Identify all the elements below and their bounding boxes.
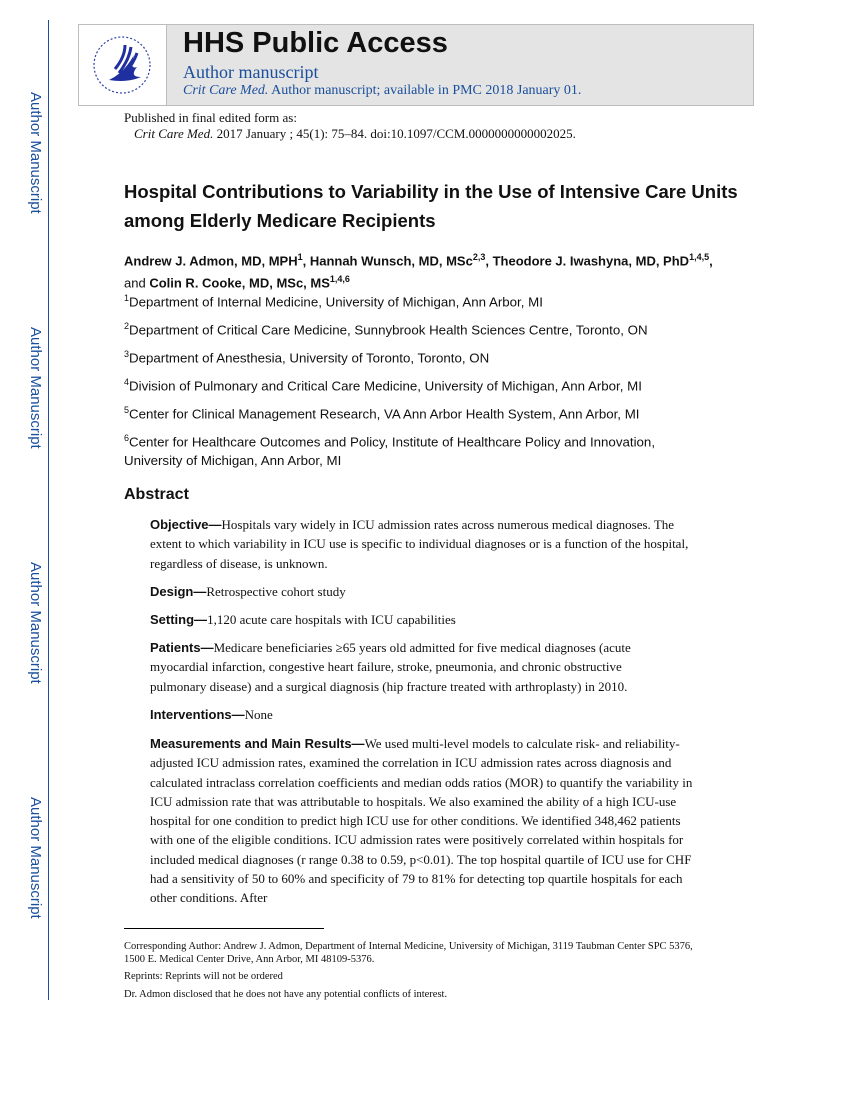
hhs-eagle-logo-icon bbox=[79, 25, 167, 105]
author-list: Andrew J. Admon, MD, MPH$^1$, Hannah Wunsch, MD, MSc$^{2,3}$, Theodore J. Iwashyna, MD, PhD$^{1,4,5}$, and Colin R. Cooke, MD, MSc, MS$^{1,4,6}$ bbox=[124, 252, 713, 291]
section-label: Setting— bbox=[150, 612, 208, 627]
sidebar-label bbox=[24, 92, 48, 252]
section-text: Retrospective cohort study bbox=[206, 584, 346, 599]
author-name: Andrew J. Admon, MD, MPH bbox=[124, 253, 298, 269]
section-label: Patients— bbox=[150, 640, 214, 655]
sidebar-label bbox=[24, 327, 48, 487]
affiliation-sup: 1 bbox=[124, 293, 130, 303]
availability-text: Author manuscript; available in PMC 2018 January 01. bbox=[268, 83, 582, 98]
affiliation-text: Department of Critical Care Medicine, Sunnybrook Health Sciences Centre, Toronto, ON bbox=[129, 322, 648, 338]
footnote-rule bbox=[124, 928, 324, 929]
affiliation bbox=[124, 401, 724, 423]
header-title: HHS Public Access bbox=[183, 27, 448, 59]
affiliation bbox=[124, 317, 724, 339]
abstract-design bbox=[150, 582, 705, 601]
author-conjunction: and bbox=[124, 275, 146, 291]
citation-text: 2017 January ; 45(1): 75–84. doi:10.1097/CCM.0000000000002025. bbox=[213, 126, 576, 141]
affiliation-text: Division of Pulmonary and Critical Care Medicine, University of Michigan, Ann Arbor, MI bbox=[129, 378, 642, 394]
sidebar-label-text: Author Manuscript bbox=[27, 797, 44, 919]
abstract-patients bbox=[150, 638, 670, 696]
affiliation-sup: 6 bbox=[124, 433, 130, 443]
abstract-objective bbox=[150, 515, 705, 573]
section-text: Hospitals vary widely in ICU admission rates across numerous medical diagnoses. The extent to which variability in ICU use is specific to individual diagnoses or is a function of the hospital, regardless of disease, is unknown. bbox=[150, 517, 689, 571]
affiliation-sup: 2 bbox=[124, 321, 130, 331]
abstract-setting bbox=[150, 610, 705, 629]
section-label: Interventions— bbox=[150, 707, 245, 722]
section-text: Medicare beneficiaries ≥65 years old admitted for five medical diagnoses (acute myocardial infarction, congestive heart failure, stroke, pneumonia, and chronic obstructive pulmonary disease) and a surgical diagnosis (hip fracture treated with arthroplasty) in 2010. bbox=[150, 640, 631, 694]
hhs-header bbox=[78, 24, 754, 106]
section-text: None bbox=[244, 707, 273, 722]
availability-line bbox=[183, 83, 581, 99]
footnote-reprints: Reprints: Reprints will not be ordered bbox=[124, 971, 283, 982]
section-text: We used multi-level models to calculate risk- and reliability-adjusted ICU admission rates, examined the correlation in ICU admission rates across diagnosis and calculated intraclass correlation coefficients and median odds ratios (MOR) to quantify the variability in ICU admission rate that was attributable to hospitals. We also examined the ability of a high ICU-use hospital for one condition to predict high ICU use for other conditions. We identified 348,462 patients with one of the eligible conditions. ICU admission rates were positively correlated within hospitals for included medical diagnoses (r range 0.38 to 0.59, p<0.01). The top hospital quartile of ICU use for CHF had a sensitivity of 50 to 60% and specificity of 79 to 81% for detecting top quartile hospitals for each other conditions. After bbox=[150, 736, 693, 906]
sidebar-label bbox=[24, 562, 48, 722]
affiliation-sup: 5 bbox=[124, 405, 130, 415]
abstract-interventions bbox=[150, 705, 705, 724]
abstract-results bbox=[150, 734, 705, 908]
affiliation bbox=[124, 345, 724, 367]
sidebar-label bbox=[24, 797, 48, 957]
author-sup: 1 bbox=[297, 252, 303, 262]
author-name: Colin R. Cooke, MD, MSc, MS bbox=[149, 275, 330, 291]
affiliation-text: Center for Clinical Management Research, VA Ann Arbor Health System, Ann Arbor, MI bbox=[129, 406, 640, 422]
journal-name: Crit Care Med. bbox=[183, 83, 269, 98]
abstract-heading: Abstract bbox=[124, 486, 189, 503]
author-sup: 1,4,6 bbox=[329, 274, 350, 285]
sidebar-rule bbox=[48, 20, 49, 1000]
author-name: Hannah Wunsch, MD, MSc bbox=[309, 253, 473, 269]
affiliation-sup: 3 bbox=[124, 349, 130, 359]
affiliation bbox=[124, 289, 724, 311]
header-subtitle: Author manuscript bbox=[183, 62, 319, 82]
affiliation-text: Center for Healthcare Outcomes and Policy, Institute of Healthcare Policy and Innovation, University of Michigan, Ann Arbor, MI bbox=[124, 434, 656, 469]
affiliation-sup: 4 bbox=[124, 377, 130, 387]
footnote-corresponding: Corresponding Author: Andrew J. Admon, Department of Internal Medicine, University of Michigan, 3119 Taubman Center SPC 5376, 1500 E. Medical Center Drive, Ann Arbor, MI 48109-5376. bbox=[124, 941, 693, 965]
affiliation-text: Department of Internal Medicine, University of Michigan, Ann Arbor, MI bbox=[129, 294, 543, 310]
citation-journal: Crit Care Med. bbox=[134, 126, 214, 141]
section-text: 1,120 acute care hospitals with ICU capabilities bbox=[207, 612, 456, 627]
article-title: Hospital Contributions to Variability in the Use of Intensive Care Units among Elderly Medicare Recipients bbox=[124, 181, 738, 231]
section-label: Design— bbox=[150, 584, 207, 599]
sidebar-label-text: Author Manuscript bbox=[27, 92, 44, 214]
sidebar-label-text: Author Manuscript bbox=[27, 327, 44, 449]
author-sup: 1,4,5 bbox=[689, 252, 710, 262]
author-name: Theodore J. Iwashyna, MD, PhD bbox=[492, 253, 690, 269]
sidebar-label-text: Author Manuscript bbox=[27, 562, 44, 684]
section-label: Measurements and Main Results— bbox=[150, 736, 365, 751]
citation bbox=[134, 126, 576, 142]
footnote-conflicts: Dr. Admon disclosed that he does not have any potential conflicts of interest. bbox=[124, 989, 448, 1000]
author-sup: 2,3 bbox=[472, 252, 486, 262]
section-label: Objective— bbox=[150, 517, 222, 532]
published-label: Published in final edited form as: bbox=[124, 110, 297, 125]
affiliation bbox=[124, 373, 724, 395]
affiliation-text: Department of Anesthesia, University of Toronto, Toronto, ON bbox=[129, 350, 490, 366]
affiliation bbox=[124, 429, 684, 470]
